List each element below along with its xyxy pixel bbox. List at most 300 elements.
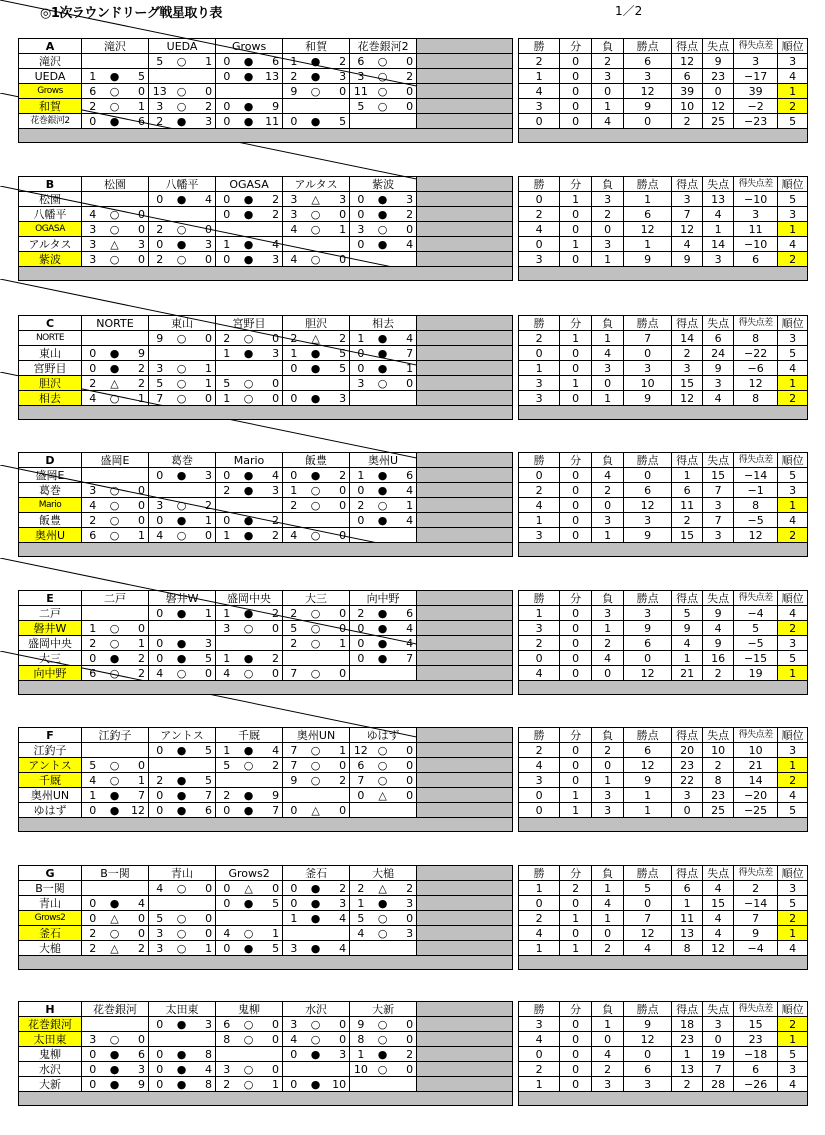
- team-row: [19, 54, 808, 69]
- column-team-name: 江釣子: [82, 728, 149, 743]
- stat-cell: 0: [560, 926, 592, 941]
- gray-cell: [519, 267, 808, 281]
- result-mark: ○: [305, 498, 327, 513]
- result-mark: ○: [171, 911, 193, 926]
- goals-against: 0: [126, 498, 149, 513]
- column-team-name: 水沢: [283, 1002, 350, 1017]
- gray-cell: [19, 543, 513, 557]
- result-mark: ○: [305, 773, 327, 788]
- stat-cell: 6: [624, 636, 672, 651]
- stat-cell: 0: [560, 1017, 592, 1032]
- goals-for: 1: [216, 391, 238, 406]
- stat-cell: 0: [560, 1032, 592, 1047]
- goals-for: 0: [350, 513, 372, 528]
- goals-for: 6: [82, 84, 104, 99]
- stat-header: 得失点差: [734, 591, 778, 606]
- result-mark: △: [104, 911, 126, 926]
- stat-cell: 0: [624, 468, 672, 483]
- result-mark: ●: [372, 606, 394, 621]
- goals-against: 0: [126, 252, 149, 267]
- stat-cell: 2: [519, 743, 560, 758]
- goals-against: 6: [126, 1047, 149, 1062]
- goals-for: 5: [216, 758, 238, 773]
- goals-for: 6: [82, 666, 104, 681]
- rank-cell: 3: [778, 54, 808, 69]
- rank-cell: 2: [778, 773, 808, 788]
- stat-cell: 13: [672, 926, 703, 941]
- stat-cell: 11: [672, 911, 703, 926]
- stat-cell: 0: [560, 222, 592, 237]
- diagonal-cell: [350, 941, 417, 956]
- result-mark: ●: [372, 468, 394, 483]
- stat-cell: 0: [560, 636, 592, 651]
- rank-cell: 2: [778, 621, 808, 636]
- goals-for: 0: [216, 114, 238, 129]
- goals-for: 3: [283, 1017, 305, 1032]
- row-team-name: B一関: [19, 881, 82, 896]
- gray-cell: [519, 1092, 808, 1106]
- stat-cell: 15: [672, 528, 703, 543]
- column-team-name: NORTE: [82, 316, 149, 331]
- stat-cell: 6: [624, 743, 672, 758]
- goals-for: 3: [82, 483, 104, 498]
- stat-cell: 1: [592, 391, 624, 406]
- stat-cell: 1: [624, 803, 672, 818]
- gray-cell: [417, 788, 513, 803]
- result-mark: ●: [171, 773, 193, 788]
- result-mark: ○: [372, 376, 394, 391]
- goals-against: 0: [394, 1062, 417, 1077]
- goals-against: 1: [193, 376, 216, 391]
- stat-cell: 1: [592, 252, 624, 267]
- goals-against: 1: [260, 1077, 283, 1092]
- rank-cell: 4: [778, 361, 808, 376]
- result-mark: ○: [238, 926, 260, 941]
- row-team-name: 葛巻: [19, 483, 82, 498]
- row-team-name: UEDA: [19, 69, 82, 84]
- column-team-name: 胆沢: [283, 316, 350, 331]
- result-mark: △: [305, 331, 327, 346]
- result-mark: ○: [104, 222, 126, 237]
- diagonal-cell: [82, 743, 149, 758]
- goals-for: 0: [149, 651, 171, 666]
- stat-cell: 3: [519, 773, 560, 788]
- goals-against: 0: [260, 881, 283, 896]
- stat-cell: 7: [624, 911, 672, 926]
- stat-cell: 4: [703, 391, 734, 406]
- gray-cell: [417, 666, 513, 681]
- result-mark: ●: [238, 651, 260, 666]
- group-table-a: [18, 38, 808, 143]
- result-mark: ○: [104, 498, 126, 513]
- result-mark: ●: [305, 346, 327, 361]
- goals-for: 0: [82, 651, 104, 666]
- result-mark: ●: [238, 192, 260, 207]
- stat-cell: −10: [734, 237, 778, 252]
- goals-against: 6: [126, 114, 149, 129]
- goals-for: 4: [82, 773, 104, 788]
- stat-cell: 3: [519, 252, 560, 267]
- diagonal-cell: [350, 528, 417, 543]
- stat-cell: 8: [672, 941, 703, 956]
- goals-against: 6: [193, 803, 216, 818]
- goals-for: 0: [283, 1077, 305, 1092]
- goals-for: 1: [216, 606, 238, 621]
- goals-for: 3: [82, 1032, 104, 1047]
- stat-cell: 15: [672, 376, 703, 391]
- goals-for: 4: [283, 222, 305, 237]
- stat-cell: 3: [519, 391, 560, 406]
- diagonal-cell: [82, 331, 149, 346]
- column-team-name: Grows: [216, 39, 283, 54]
- stat-header: 得失点差: [734, 453, 778, 468]
- rank-cell: 1: [778, 498, 808, 513]
- stat-cell: 3: [703, 498, 734, 513]
- result-mark: ●: [238, 252, 260, 267]
- result-mark: ○: [104, 758, 126, 773]
- stat-cell: 6: [624, 483, 672, 498]
- stat-cell: 1: [592, 1017, 624, 1032]
- goals-for: 13: [149, 84, 171, 99]
- rank-cell: 3: [778, 743, 808, 758]
- goals-for: 0: [149, 788, 171, 803]
- stat-cell: 1: [624, 192, 672, 207]
- stat-cell: 4: [672, 636, 703, 651]
- goals-against: 3: [327, 1047, 350, 1062]
- goals-against: 1: [126, 99, 149, 114]
- group-label: D: [19, 453, 82, 468]
- group-label: C: [19, 316, 82, 331]
- goals-for: 4: [283, 528, 305, 543]
- goals-for: 3: [350, 222, 372, 237]
- goals-against: 0: [327, 498, 350, 513]
- goals-against: 0: [193, 528, 216, 543]
- goals-for: 2: [216, 788, 238, 803]
- row-team-name: 花巻銀河: [19, 1017, 82, 1032]
- goals-against: 1: [327, 743, 350, 758]
- stat-cell: 0: [672, 803, 703, 818]
- result-mark: ○: [305, 222, 327, 237]
- gray-cell: [417, 773, 513, 788]
- column-team-name: 宮野目: [216, 316, 283, 331]
- team-row: [19, 896, 808, 911]
- stat-cell: 0: [560, 651, 592, 666]
- column-team-name: 青山: [149, 866, 216, 881]
- gray-cell: [417, 728, 513, 743]
- stat-header: 負: [592, 316, 624, 331]
- gray-cell: [417, 896, 513, 911]
- stat-cell: 1: [672, 896, 703, 911]
- stat-cell: 16: [703, 651, 734, 666]
- team-row: [19, 803, 808, 818]
- stat-cell: 10: [703, 743, 734, 758]
- result-mark: ○: [238, 391, 260, 406]
- result-mark: ○: [238, 758, 260, 773]
- result-mark: ○: [104, 99, 126, 114]
- goals-against: 2: [394, 207, 417, 222]
- team-row: [19, 758, 808, 773]
- stat-cell: 9: [624, 252, 672, 267]
- stat-cell: 9: [624, 391, 672, 406]
- team-row: [19, 773, 808, 788]
- diagonal-cell: [149, 621, 216, 636]
- stat-cell: 3: [672, 361, 703, 376]
- gray-cell: [417, 866, 513, 881]
- stat-cell: 2: [592, 207, 624, 222]
- stat-cell: 3: [519, 99, 560, 114]
- stat-cell: 9: [734, 926, 778, 941]
- goals-against: 0: [394, 743, 417, 758]
- result-mark: ○: [305, 666, 327, 681]
- goals-for: 3: [149, 926, 171, 941]
- result-mark: ○: [238, 331, 260, 346]
- column-team-name: 二戸: [82, 591, 149, 606]
- team-row: [19, 1062, 808, 1077]
- stat-header: 失点: [703, 1002, 734, 1017]
- team-row: [19, 498, 808, 513]
- goals-against: 2: [327, 468, 350, 483]
- column-team-name: B一関: [82, 866, 149, 881]
- result-mark: ○: [171, 941, 193, 956]
- result-mark: ●: [171, 803, 193, 818]
- result-mark: ○: [171, 528, 193, 543]
- stat-cell: 3: [592, 606, 624, 621]
- stat-cell: 12: [672, 54, 703, 69]
- goals-against: 0: [260, 331, 283, 346]
- stat-cell: 25: [703, 803, 734, 818]
- diagonal-cell: [149, 896, 216, 911]
- result-mark: △: [104, 376, 126, 391]
- result-mark: ○: [372, 911, 394, 926]
- result-mark: ○: [372, 1017, 394, 1032]
- goals-for: 7: [283, 758, 305, 773]
- column-team-name: 大新: [350, 1002, 417, 1017]
- rank-cell: 5: [778, 346, 808, 361]
- diagonal-cell: [149, 346, 216, 361]
- stat-header: 勝点: [624, 177, 672, 192]
- stat-cell: 0: [592, 84, 624, 99]
- stat-cell: 1: [592, 99, 624, 114]
- group-label: E: [19, 591, 82, 606]
- result-mark: ●: [238, 114, 260, 129]
- row-team-name: ゆはず: [19, 803, 82, 818]
- stat-cell: 1: [519, 361, 560, 376]
- stat-cell: 2: [560, 881, 592, 896]
- result-mark: ○: [372, 498, 394, 513]
- stat-cell: 0: [560, 252, 592, 267]
- rank-cell: 4: [778, 788, 808, 803]
- stat-cell: 3: [592, 69, 624, 84]
- stat-header: 負: [592, 177, 624, 192]
- stat-cell: 12: [734, 528, 778, 543]
- goals-for: 2: [283, 69, 305, 84]
- diagonal-cell: [216, 1047, 283, 1062]
- result-mark: ○: [171, 881, 193, 896]
- goals-against: 8: [193, 1077, 216, 1092]
- gray-cell: [417, 911, 513, 926]
- result-mark: ○: [104, 621, 126, 636]
- stat-cell: 14: [703, 237, 734, 252]
- diagonal-cell: [149, 758, 216, 773]
- goals-for: 1: [283, 346, 305, 361]
- row-team-name: 花巻銀河2: [19, 114, 82, 129]
- rank-cell: 2: [778, 911, 808, 926]
- stat-cell: 9: [703, 606, 734, 621]
- stat-cell: 1: [519, 513, 560, 528]
- goals-for: 0: [149, 468, 171, 483]
- goals-for: 0: [82, 803, 104, 818]
- stat-header: 分: [560, 177, 592, 192]
- row-team-name: 和賀: [19, 99, 82, 114]
- stat-header: 勝点: [624, 453, 672, 468]
- goals-against: 0: [260, 376, 283, 391]
- gray-cell: [417, 346, 513, 361]
- stat-cell: 12: [624, 1032, 672, 1047]
- diagonal-cell: [216, 498, 283, 513]
- result-mark: ○: [372, 54, 394, 69]
- stat-cell: 9: [703, 361, 734, 376]
- diagonal-cell: [216, 636, 283, 651]
- diagonal-cell: [283, 788, 350, 803]
- stat-cell: 0: [592, 498, 624, 513]
- goals-against: 1: [193, 54, 216, 69]
- rank-cell: 5: [778, 1047, 808, 1062]
- goals-against: 4: [126, 896, 149, 911]
- result-mark: ●: [171, 192, 193, 207]
- result-mark: ○: [238, 1032, 260, 1047]
- goals-against: 4: [394, 237, 417, 252]
- stat-cell: 0: [592, 666, 624, 681]
- stat-cell: 3: [624, 361, 672, 376]
- goals-against: 9: [126, 346, 149, 361]
- stat-cell: 7: [672, 207, 703, 222]
- goals-against: 3: [394, 926, 417, 941]
- goals-against: 7: [394, 651, 417, 666]
- row-team-name: Grows: [19, 84, 82, 99]
- goals-for: 6: [82, 528, 104, 543]
- result-mark: ○: [238, 1077, 260, 1092]
- team-row: [19, 743, 808, 758]
- stat-cell: −18: [734, 1047, 778, 1062]
- goals-against: 1: [394, 498, 417, 513]
- goals-against: 2: [260, 758, 283, 773]
- result-mark: ●: [238, 207, 260, 222]
- stat-cell: −20: [734, 788, 778, 803]
- stat-header: 得失点差: [734, 177, 778, 192]
- result-mark: △: [372, 881, 394, 896]
- stat-cell: 25: [703, 114, 734, 129]
- goals-for: 0: [82, 1077, 104, 1092]
- team-row: [19, 1017, 808, 1032]
- result-mark: ●: [305, 114, 327, 129]
- goals-against: 0: [327, 666, 350, 681]
- stat-cell: 9: [624, 1017, 672, 1032]
- row-team-name: 大新: [19, 1077, 82, 1092]
- stat-header: 得失点差: [734, 1002, 778, 1017]
- stat-cell: 1: [624, 788, 672, 803]
- diagonal-cell: [283, 99, 350, 114]
- goals-for: 0: [82, 346, 104, 361]
- goals-against: 4: [193, 1062, 216, 1077]
- stat-cell: −2: [734, 99, 778, 114]
- goals-against: 0: [126, 1032, 149, 1047]
- stat-cell: 4: [592, 896, 624, 911]
- result-mark: ●: [372, 636, 394, 651]
- gray-cell: [417, 513, 513, 528]
- goals-against: 0: [193, 911, 216, 926]
- stat-header: 勝: [519, 1002, 560, 1017]
- stat-cell: 4: [703, 926, 734, 941]
- goals-for: 0: [216, 941, 238, 956]
- gray-cell: [417, 941, 513, 956]
- row-team-name: 奥州UN: [19, 788, 82, 803]
- result-mark: ●: [372, 621, 394, 636]
- stat-cell: 0: [519, 114, 560, 129]
- gray-cell: [417, 1002, 513, 1017]
- gray-cell: [417, 192, 513, 207]
- stat-cell: 3: [624, 606, 672, 621]
- stat-cell: 0: [560, 773, 592, 788]
- stat-cell: 4: [624, 941, 672, 956]
- result-mark: △: [305, 803, 327, 818]
- goals-for: 0: [283, 391, 305, 406]
- goals-against: 2: [260, 651, 283, 666]
- stat-cell: 9: [624, 99, 672, 114]
- row-team-name: 飯豊: [19, 513, 82, 528]
- stat-cell: 0: [560, 896, 592, 911]
- row-team-name: 水沢: [19, 1062, 82, 1077]
- goals-against: 13: [260, 69, 283, 84]
- rank-cell: 1: [778, 376, 808, 391]
- stat-cell: 11: [734, 222, 778, 237]
- goals-for: 0: [82, 114, 104, 129]
- goals-against: 0: [193, 666, 216, 681]
- page-title: ◎1次ラウンドリーグ戦星取り表: [40, 6, 222, 21]
- stat-cell: 1: [592, 528, 624, 543]
- team-row: [19, 666, 808, 681]
- team-row: [19, 361, 808, 376]
- stat-cell: 6: [734, 1062, 778, 1077]
- goals-for: 2: [216, 331, 238, 346]
- goals-for: 3: [149, 941, 171, 956]
- stat-header: 負: [592, 1002, 624, 1017]
- result-mark: ●: [238, 528, 260, 543]
- rank-cell: 4: [778, 941, 808, 956]
- stat-cell: 10: [734, 743, 778, 758]
- goals-for: 0: [149, 237, 171, 252]
- stat-header: 勝: [519, 591, 560, 606]
- result-mark: ○: [238, 666, 260, 681]
- stat-cell: 14: [672, 331, 703, 346]
- result-mark: ●: [104, 1077, 126, 1092]
- footer-row: [19, 267, 808, 281]
- result-mark: ○: [104, 252, 126, 267]
- result-mark: ●: [104, 69, 126, 84]
- gray-cell: [417, 84, 513, 99]
- stat-header: 負: [592, 591, 624, 606]
- rank-cell: 1: [778, 666, 808, 681]
- goals-for: 4: [149, 666, 171, 681]
- goals-for: 0: [216, 252, 238, 267]
- goals-against: 5: [260, 896, 283, 911]
- goals-for: 3: [82, 222, 104, 237]
- goals-against: 3: [327, 391, 350, 406]
- stat-header: 順位: [778, 39, 808, 54]
- goals-against: 2: [260, 528, 283, 543]
- rank-cell: 3: [778, 331, 808, 346]
- goals-for: 6: [350, 54, 372, 69]
- diagonal-cell: [216, 84, 283, 99]
